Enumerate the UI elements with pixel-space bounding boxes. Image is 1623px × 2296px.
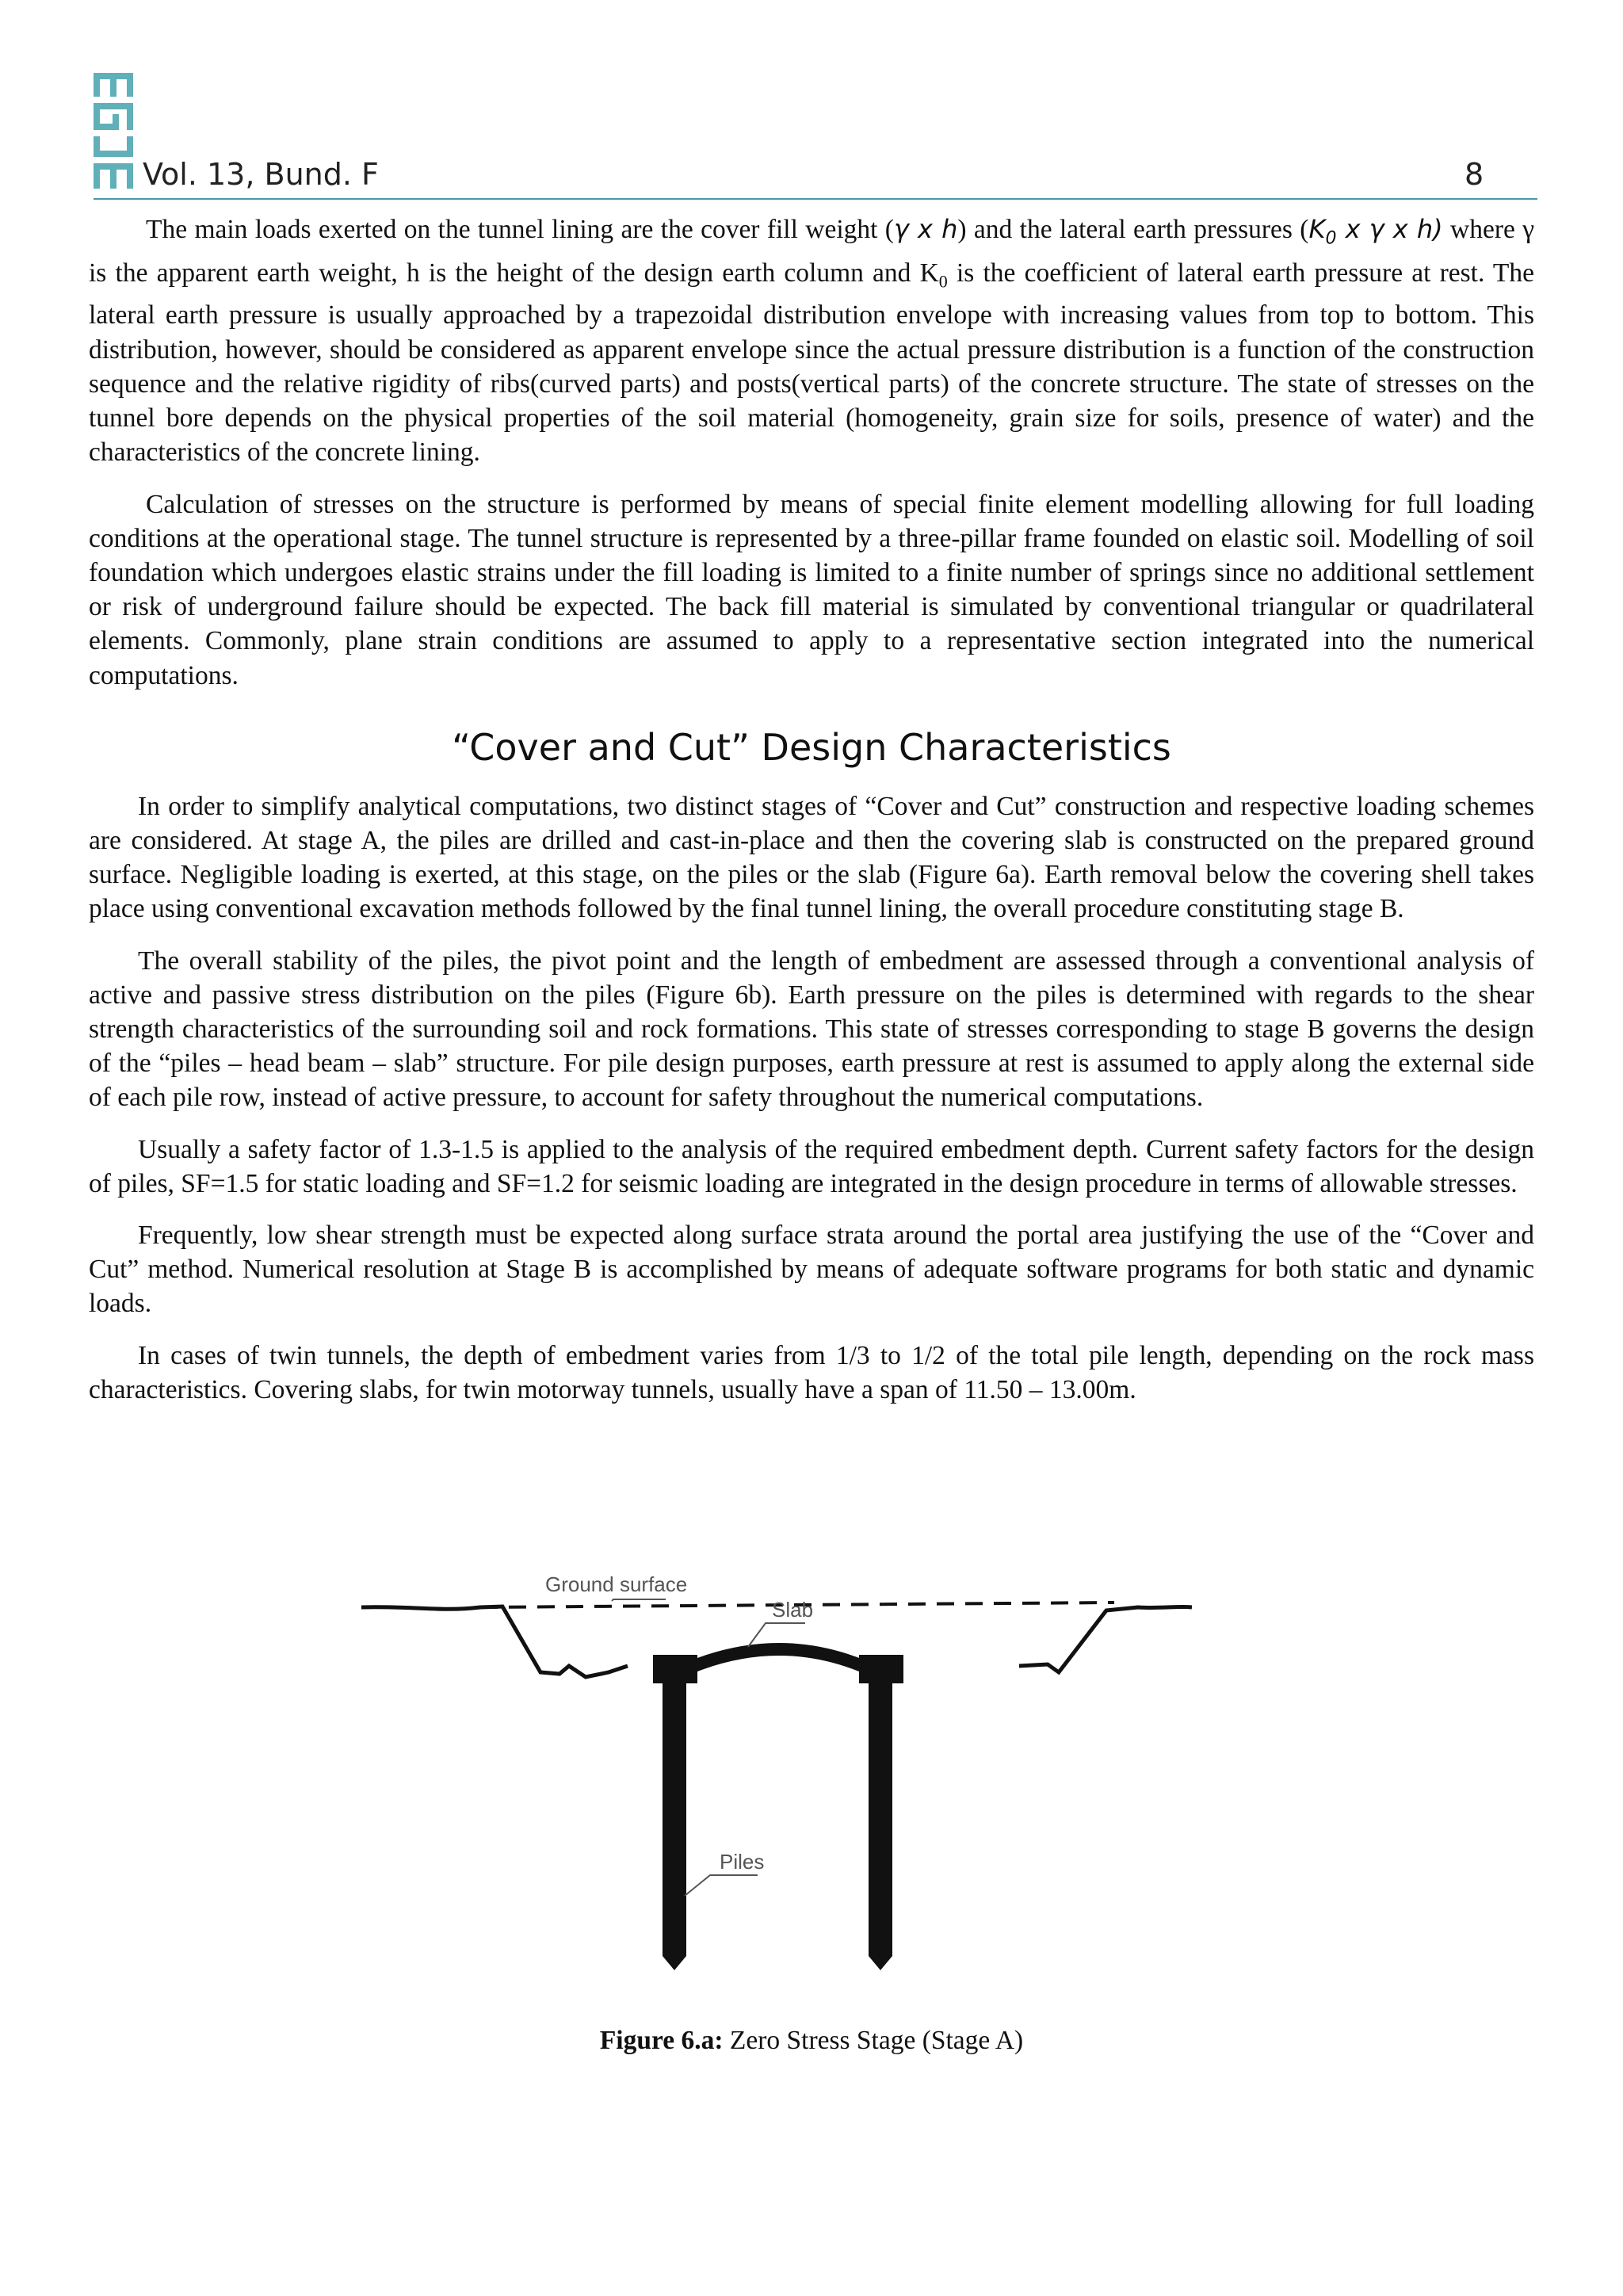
paragraph-twin-tunnels: In cases of twin tunnels, the depth of embedment varies from 1/3 to 1/2 of the total pile length, depending on the rock mass characteristics. Covering slabs, for twin motorway tunnels, usually have a span of 11.50 – 13.00m.: [89, 1340, 1534, 1404]
paragraph-stages: In order to simplify analytical computations, two distinct stages of “Cover and Cut” construction and respective loading schemes are considered. At stage A, the piles are drilled and cast-in-place and then the covering slab is constructed on the prepared ground surface. Negligible loading is exerted, at this stage, on the piles or the slab (Figure 6a). Earth removal below the covering shell takes place using conventional excavation methods followed by the final tunnel lining, the overall procedure constituting stage B.: [89, 791, 1534, 924]
paragraph-loads: The main loads exerted on the tunnel lining are the cover fill weight (γ x h) and the lateral earth pressures ($K_0$ x γ x h) where γ is the apparent earth weight, h is the height of the design earth column and $K_0$ is the coefficient of lateral earth pressure at rest. The lateral earth pressure is usually approached by a trapezoidal distribution envelope with increasing values from top to bottom. This distribution, however, should be considered as apparent envelope since the actual pressure distribution is a function of the construction sequence and the relative rigidity of ribs(curved parts) and posts(vertical parts) of the concrete structure. The state of stresses on the tunnel bore depends on the physical properties of the soil material (homogeneity, grain size for soils, presence of water) and the characteristics of the concrete lining.: [89, 214, 1535, 468]
article-body: [89, 212, 1534, 1424]
header-divider: [94, 198, 1537, 200]
paragraph-stresses: Calculation of stresses on the structure is performed by means of special finite element modelling allowing for full loading conditions at the operational stage. The tunnel structure is represented by a three-pillar frame founded on elastic soil. Modelling of soil foundation which undergoes elastic strains under the fill loading is limited to a finite number of springs since no additional settlement or risk of underground failure should be expected. The back fill material is simulated by conventional triangular or quadrilateral elements. Commonly, plane strain conditions are assumed to apply to a representative section integrated into the numerical computations.: [89, 489, 1534, 690]
page-number: 8: [1465, 157, 1484, 192]
piles-label-leader: [685, 1875, 758, 1896]
ejge-logo: [89, 71, 138, 190]
right-pile-head: [859, 1655, 903, 1683]
figure-caption: Figure 6.a: Zero Stress Stage (Stage A): [599, 2026, 1024, 2055]
left-pile: [663, 1679, 686, 1970]
right-pile: [869, 1679, 892, 1970]
figure-stage-a-diagram: [361, 1547, 1192, 2007]
paragraph-safety-factor: Usually a safety factor of 1.3-1.5 is applied to the analysis of the required embedment depth. Current safety factors for the design of piles, SF=1.5 for static loading and SF=1.2 for seismic loading are integrated in the design procedure in terms of allowable stresses.: [89, 1134, 1534, 1198]
paragraph-shear-strength: Frequently, low shear strength must be expected along surface strata around the portal area justifying the use of the “Cover and Cut” method. Numerical resolution at Stage B is accomplished by means of adequate software programs for both static and dynamic loads.: [89, 1220, 1534, 1319]
ground-label-leader: [612, 1599, 666, 1601]
slab: [694, 1649, 862, 1666]
section-heading: “Cover and Cut” Design Characteristics: [452, 725, 1171, 769]
paragraph-stability: The overall stability of the piles, the pivot point and the length of embedment are assessed through a conventional analysis of active and passive stress distribution on the piles (Figure 6b). Earth pressure on the piles is determined with regards to the shear strength characteristics of the surrounding soil and rock formations. This state of stresses corresponding to stage B governs the design of the “piles – head beam – slab” structure. For pile design purposes, earth pressure at rest is assumed to apply along the external side of each pile row, instead of active pressure, to account for safety throughout the numerical computations.: [89, 946, 1534, 1113]
left-pile-head: [653, 1655, 697, 1683]
journal-volume: Vol. 13, Bund. F: [143, 157, 379, 192]
label-piles: Piles: [720, 1850, 765, 1874]
label-ground-surface: Ground surface: [545, 1572, 688, 1596]
label-slab: Slab: [772, 1598, 814, 1622]
